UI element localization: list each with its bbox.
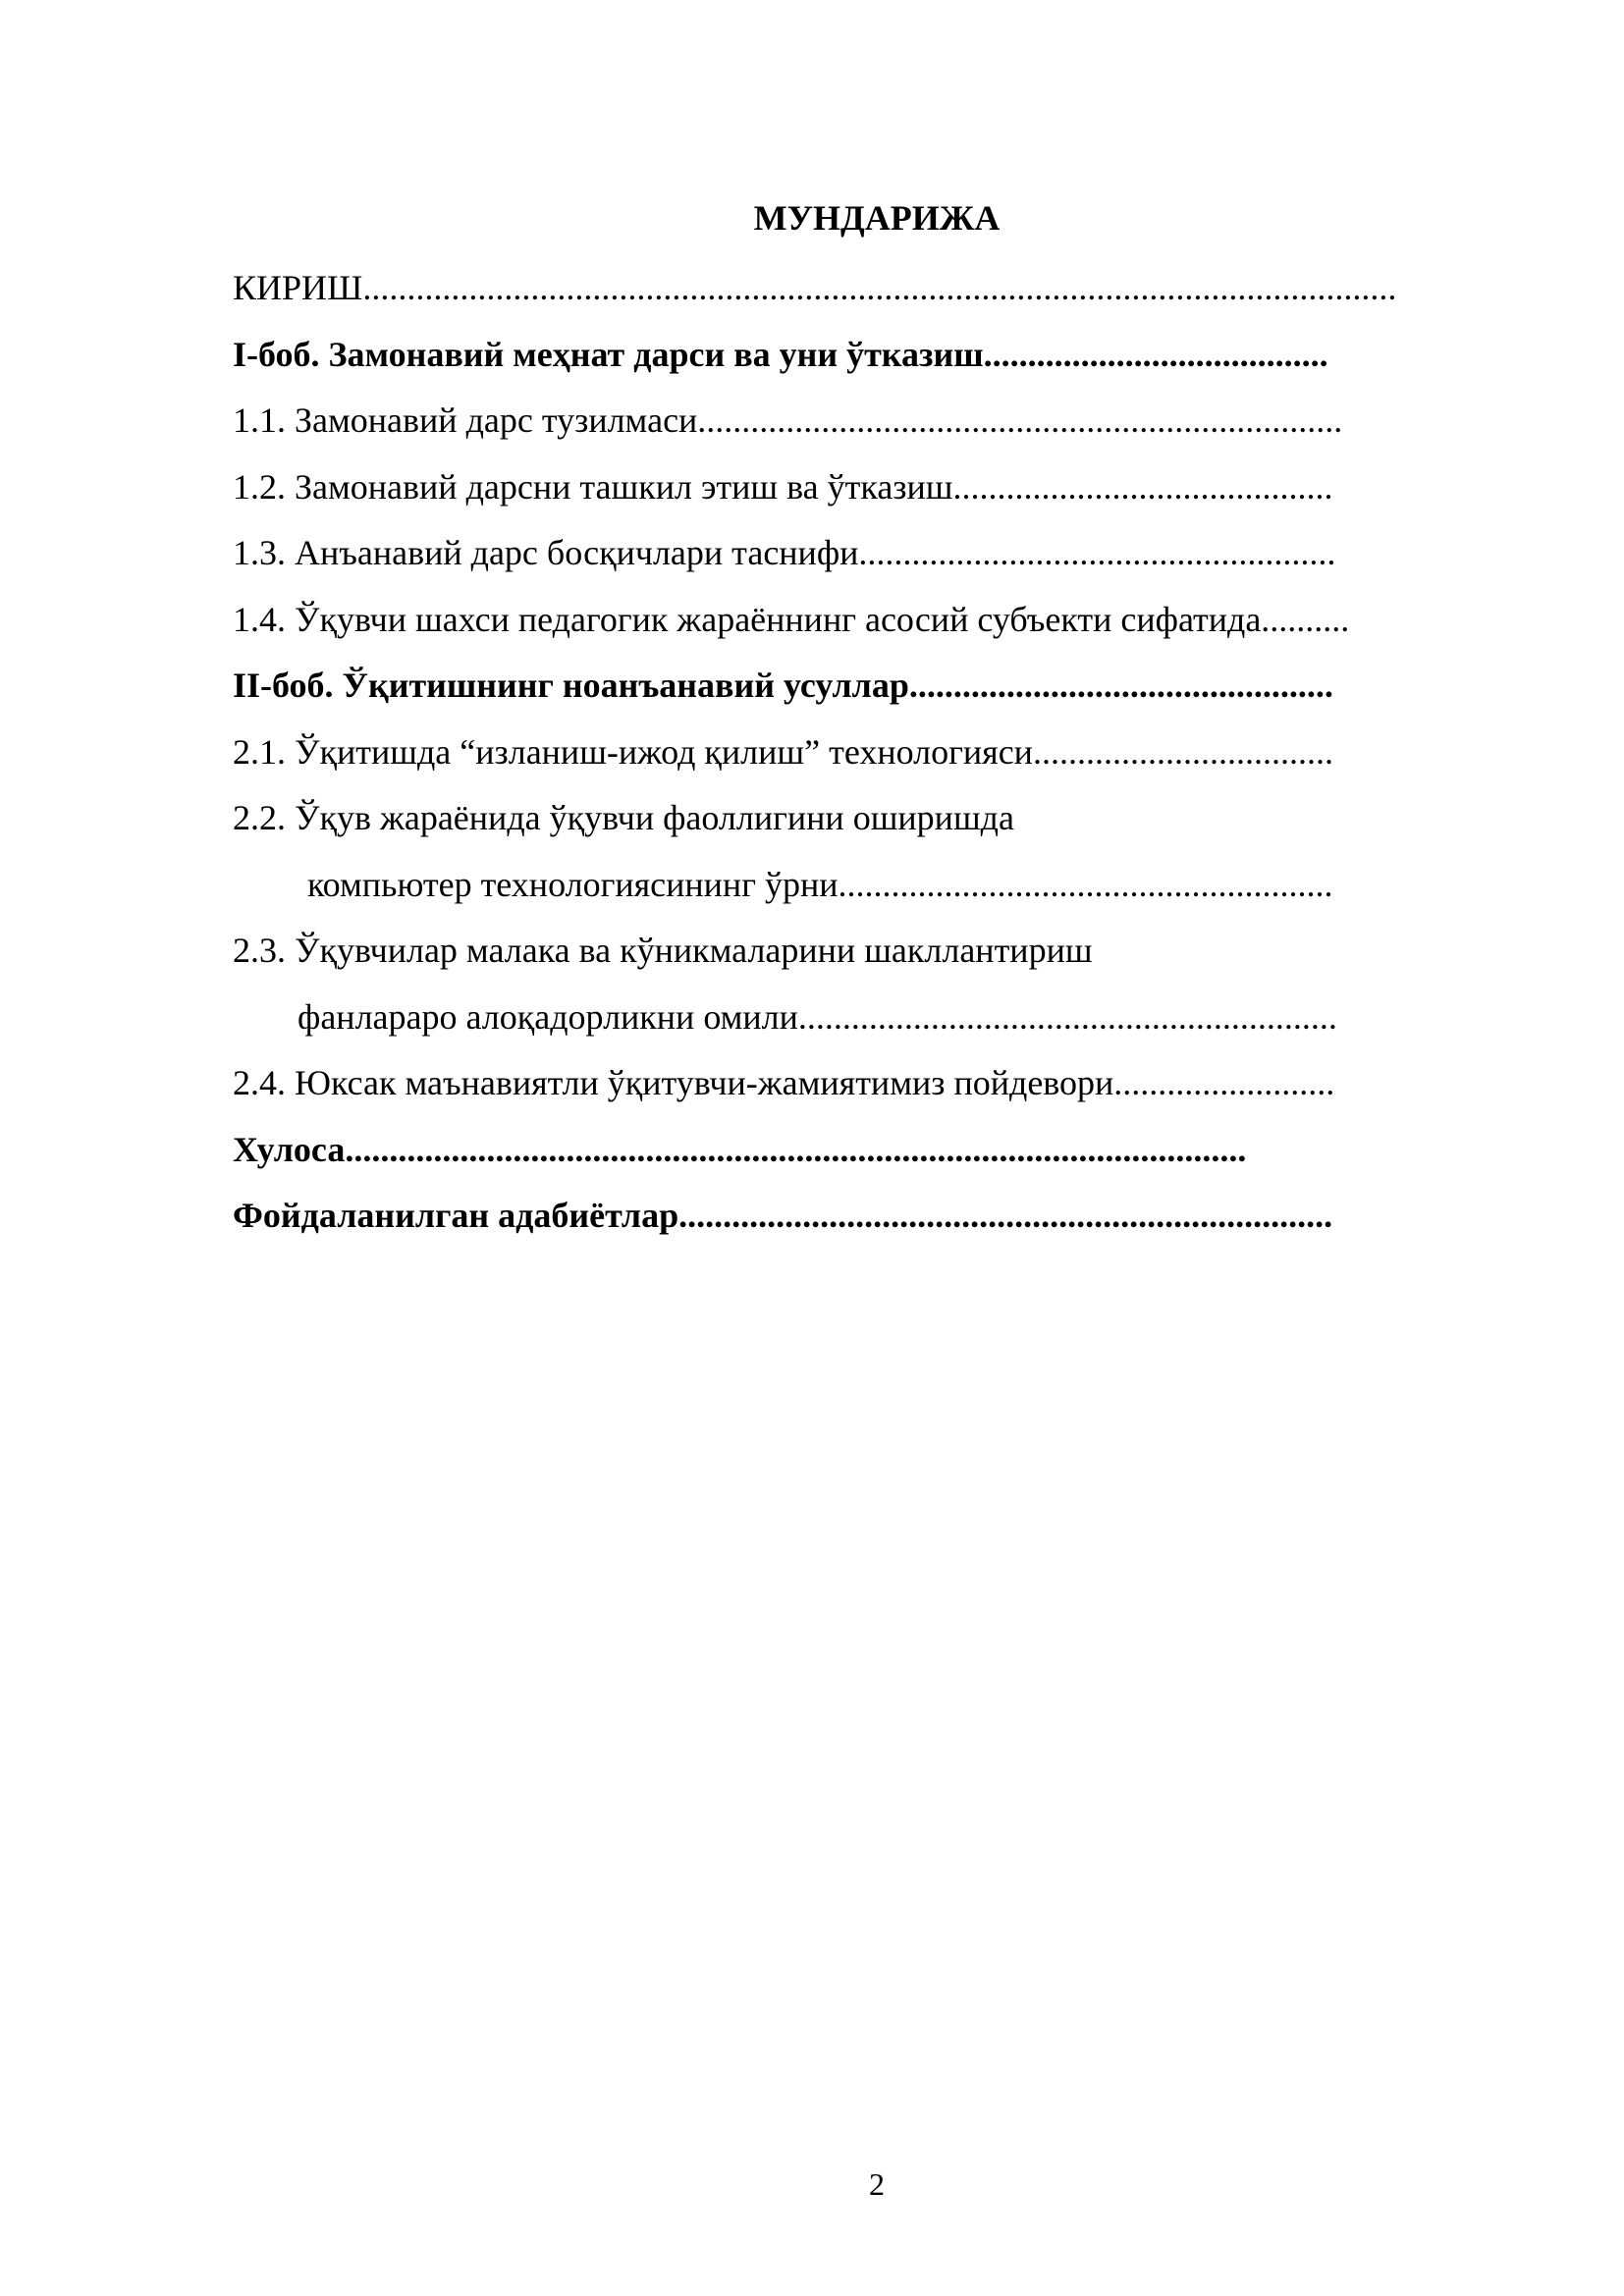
toc-entry: 1.3. Анъанавий дарс босқичлари таснифи...................................................... bbox=[233, 533, 1336, 572]
toc-entry: 2.4. Юксак маънавиятли ўқитувчи-жамиятимиз пойдевори......................... bbox=[233, 1063, 1335, 1102]
table-of-contents bbox=[233, 255, 1460, 1250]
toc-entry: Фойдаланилган адабиётлар.......................................................................... bbox=[233, 1196, 1333, 1235]
page-number: 2 bbox=[869, 2166, 885, 2202]
toc-entry: Хулоса...................................................................................................... bbox=[233, 1129, 1247, 1169]
page-title: МУНДАРИЖА bbox=[753, 198, 1001, 238]
toc-entry: I-боб. Замонавий меҳнат дарси ва уни ўтказиш....................................... bbox=[233, 334, 1328, 374]
toc-entry: 2.1. Ўқитишда “изланиш-ижод қилиш” технологияси.................................. bbox=[233, 731, 1333, 772]
toc-entry: 2.2. Ўқув жараёнида ўқувчи фаоллигини оширишда bbox=[233, 798, 1014, 837]
toc-entry: II-боб. Ўқитишнинг ноанъанавий усуллар................................................ bbox=[233, 666, 1333, 705]
toc-entry: 2.3. Ўқувчилар малака ва кўникмаларини шакллантириш bbox=[233, 931, 1093, 970]
toc-entry: 1.1. Замонавий дарс тузилмаси......................................................................... bbox=[233, 400, 1343, 440]
toc-entry: 1.2. Замонавий дарсни ташкил этиш ва ўтказиш........................................... bbox=[233, 466, 1333, 507]
toc-entry: 1.4. Ўқувчи шахси педагогик жараённинг асосий субъекти сифатида.......... bbox=[233, 599, 1350, 639]
toc-entry: КИРИШ..................................................................................................................... bbox=[233, 268, 1397, 307]
toc-entry: компьютер технологиясининг ўрни........................................................ bbox=[307, 864, 1333, 904]
toc-entry: фанлараро алоқадорликни омили............................................................. bbox=[298, 996, 1337, 1037]
